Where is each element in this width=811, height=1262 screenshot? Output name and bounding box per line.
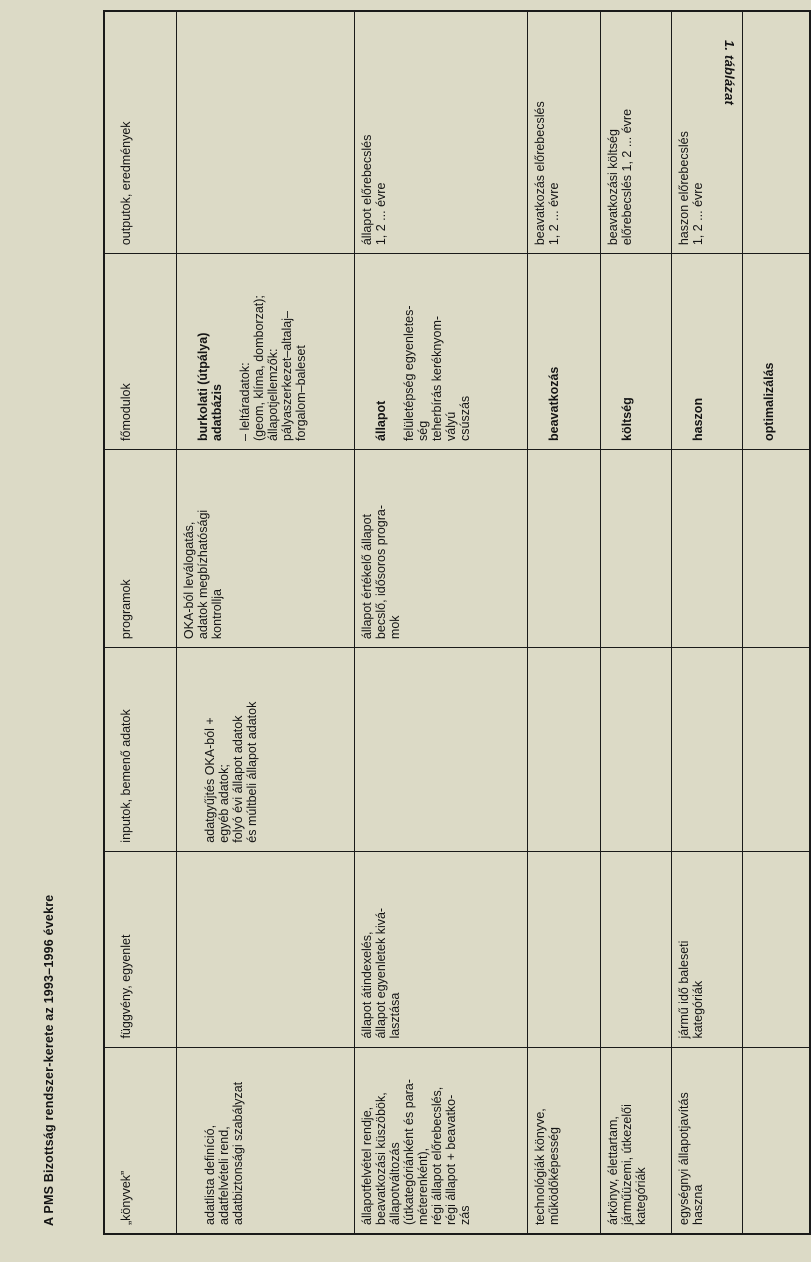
cell-outputs (743, 11, 811, 254)
table-row (177, 11, 355, 1234)
cell-books: technológiák könyve, működőképesség (528, 1047, 601, 1234)
page-title: A PMS Bizottság rendszer-kerete az 1993–1996 évekre (42, 894, 56, 1226)
cell-modules (601, 254, 672, 450)
module-title: haszon (691, 397, 705, 441)
framework-table (103, 10, 811, 1235)
table-row (601, 11, 672, 1234)
cell-programs (743, 449, 811, 647)
cell-inputs (601, 648, 672, 852)
cell-function: állapot átindexelés, állapot egyenletek kivá- lasztása (355, 851, 528, 1047)
cell-inputs (743, 648, 811, 852)
cell-programs (601, 449, 672, 647)
table-row (355, 11, 528, 1234)
cell-books: árkönyv, élettartam, járműüzemi, útkezelői kategóriák (601, 1047, 672, 1234)
module-detail: – leltáradatok: (geom, klíma, domborzat); állapotjellemzők: pályaszerkezet–altalaj– forgalom–baleset (238, 295, 308, 441)
column-header-function: függvény, egyenlet (104, 851, 177, 1047)
column-header-books: „könyvek” (104, 1047, 177, 1234)
cell-outputs (177, 11, 355, 254)
cell-books: egységnyi állapotjavítás haszna (672, 1047, 743, 1234)
table-row (743, 11, 811, 1234)
module-title: állapot (374, 400, 388, 441)
cell-outputs: állapot előrebecslés 1, 2 ... évre (355, 11, 528, 254)
table-row (672, 11, 743, 1234)
cell-inputs (528, 648, 601, 852)
cell-inputs: adatgyűjtés OKA-ból + egyéb adatok; folyó évi állapot adatok és múltbeli állapot adatok (177, 648, 355, 852)
cell-programs (672, 449, 743, 647)
column-header-programs: programok (104, 449, 177, 647)
cell-function (601, 851, 672, 1047)
cell-inputs (355, 648, 528, 852)
module-title: optimalizálás (762, 362, 776, 441)
cell-modules (743, 254, 811, 450)
module-title: költség (620, 397, 634, 441)
cell-programs: OKA-ból leválogatás, adatok megbízhatósági kontrollja (177, 449, 355, 647)
table-header-row (104, 11, 177, 1234)
cell-function (177, 851, 355, 1047)
cell-modules (528, 254, 601, 450)
cell-function (743, 851, 811, 1047)
column-header-modules: főmodulok (104, 254, 177, 450)
column-header-inputs: inputok, bemenő adatok (104, 648, 177, 852)
cell-modules (355, 254, 528, 450)
cell-modules (177, 254, 355, 450)
module-title: beavatkozás (547, 366, 561, 441)
column-header-outputs: outputok, eredmények (104, 11, 177, 254)
module-detail: felületépség egyenletes- ség teherbírás keréknyom- vályú csúszás (402, 305, 472, 441)
module-title: burkolati (útpálya) adatbázis (196, 332, 224, 441)
cell-programs: állapot értékelő állapot becslő, idősoros progra- mok (355, 449, 528, 647)
cell-outputs: beavatkozás előrebecslés 1, 2 ... évre (528, 11, 601, 254)
cell-outputs: beavatkozási költség előrebecslés 1, 2 ... évre (601, 11, 672, 254)
cell-function (528, 851, 601, 1047)
table-number-label: 1. táblázat (722, 40, 737, 106)
cell-programs (528, 449, 601, 647)
table-row (528, 11, 601, 1234)
cell-outputs: haszon előrebecslés 1, 2 ... évre (672, 11, 743, 254)
cell-inputs (672, 648, 743, 852)
cell-books: adatlista definíció, adatfelvételi rend, adatbiztonsági szabályzat (177, 1047, 355, 1234)
cell-books: állapotfelvétel rendje, beavatkozási küszöbök, állapotváltozás (útkategóriánként és para- méterenként), régi állapot előrebecslés, régi állapot + beavatko- zás (355, 1047, 528, 1234)
cell-books (743, 1047, 811, 1234)
cell-function: jármű idő baleseti kategóriák (672, 851, 743, 1047)
cell-modules (672, 254, 743, 450)
